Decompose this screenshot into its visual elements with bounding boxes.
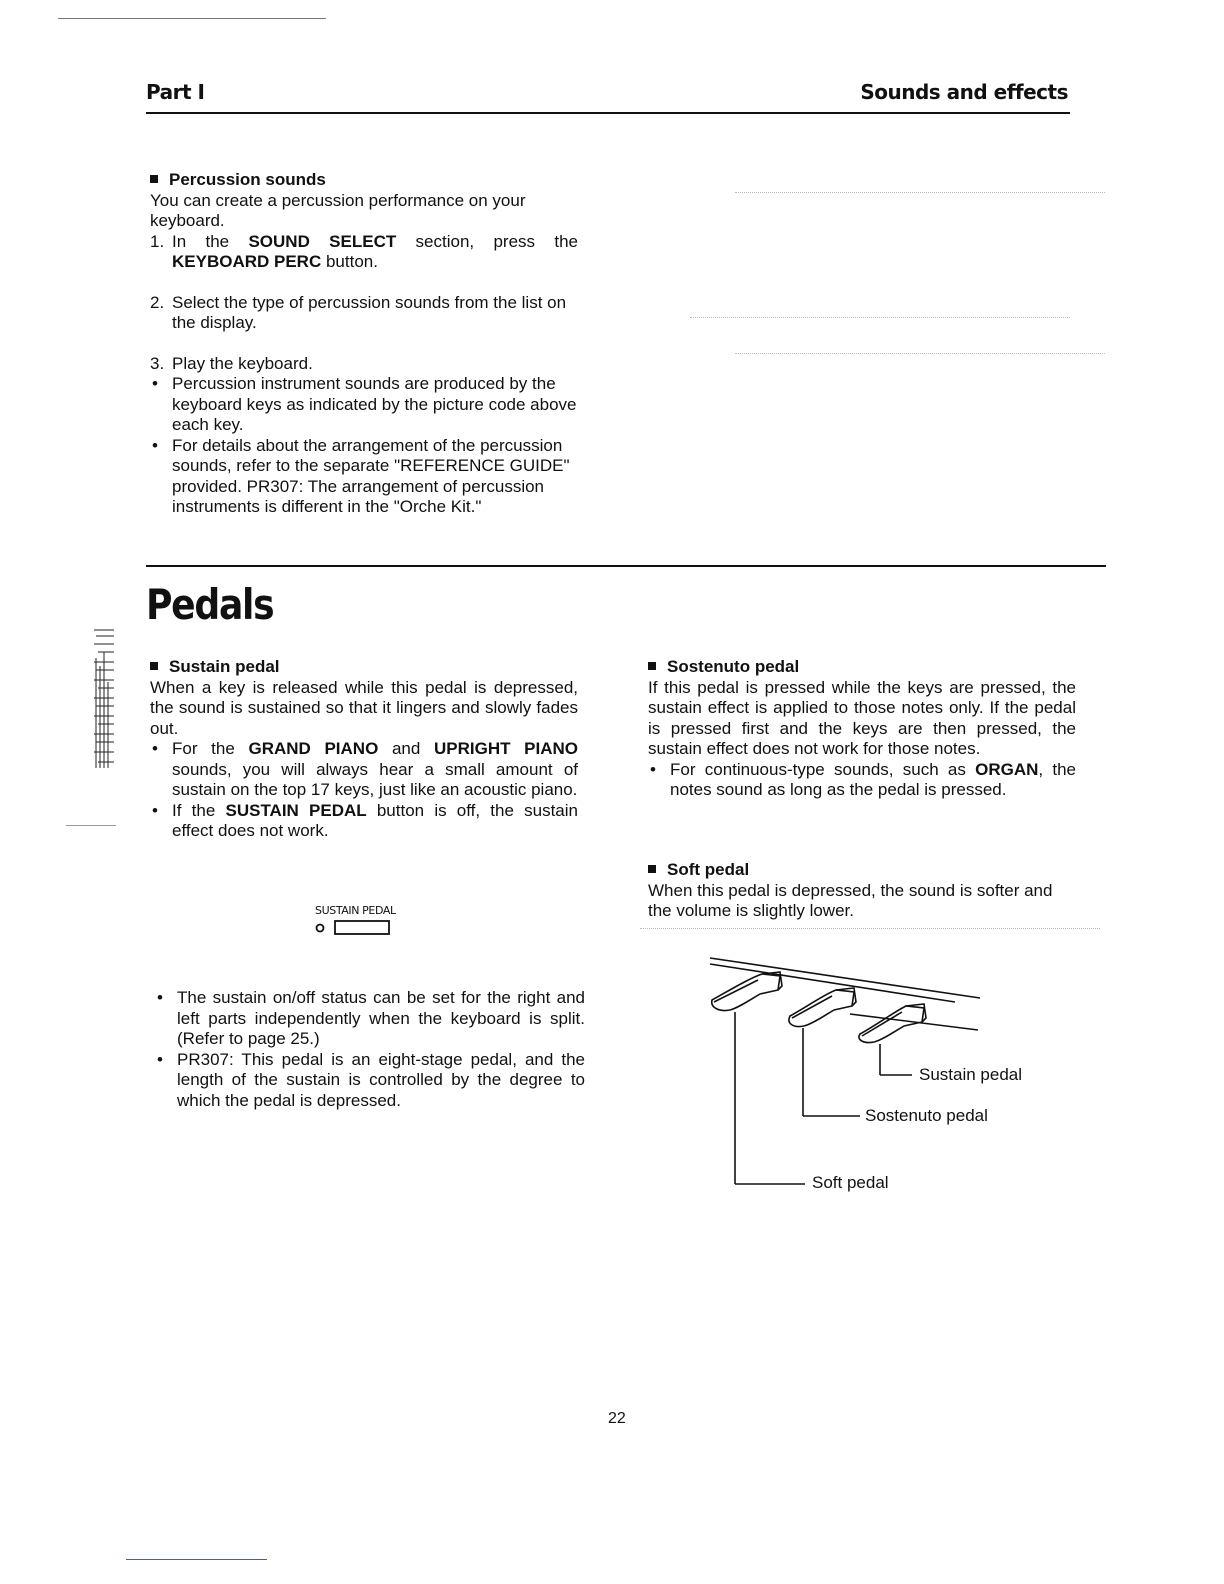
soft-section bbox=[648, 860, 1078, 922]
sustain-note: • PR307: This pedal is an eight-stage pedal, and the length of the sustain is controlled by the degree to which the pedal is depressed. bbox=[155, 1050, 585, 1112]
step-1: 1. In the SOUND SELECT section, press the KEYBOARD PERC button. bbox=[150, 231, 578, 271]
sustain-notes bbox=[155, 988, 585, 1111]
soft-pedal-label: Soft pedal bbox=[812, 1173, 889, 1192]
scan-noise bbox=[690, 317, 1070, 319]
percussion-bullet: • Percussion instrument sounds are produced by the keyboard keys as indicated by the picture code above each key. bbox=[150, 374, 578, 436]
sustain-pedal-shape bbox=[859, 1006, 924, 1043]
sostenuto-title: Sostenuto pedal bbox=[648, 657, 1076, 678]
soft-pedal-shape bbox=[712, 974, 780, 1011]
sustain-pedal-button-illustration bbox=[315, 904, 435, 937]
step-3: 3. Play the keyboard. bbox=[150, 353, 313, 373]
bottom-scan-line bbox=[126, 1559, 267, 1560]
scan-noise bbox=[640, 928, 1100, 930]
sustain-pedal-label: Sustain pedal bbox=[919, 1065, 1023, 1084]
sustain-bullet: • For the GRAND PIANO and UPRIGHT PIANO sounds, you will always hear a small amount of sustain on the top 17 keys, just like an acoustic piano. bbox=[150, 739, 578, 801]
binding-marks bbox=[92, 622, 116, 772]
sostenuto-pedal-shape bbox=[789, 990, 854, 1027]
scan-noise bbox=[735, 192, 1105, 194]
soft-title: Soft pedal bbox=[648, 860, 1078, 881]
section-rule bbox=[146, 565, 1106, 567]
sustain-pedal-button-icon bbox=[315, 919, 395, 937]
header-rule bbox=[146, 112, 1070, 114]
percussion-title: Percussion sounds bbox=[150, 170, 578, 191]
scan-noise bbox=[735, 353, 1105, 355]
top-scan-line bbox=[58, 18, 326, 19]
sustain-pedal-button-label: SUSTAIN PEDAL bbox=[315, 904, 396, 917]
sostenuto-section bbox=[648, 657, 1076, 801]
sustain-intro: When a key is released while this pedal is depressed, the sound is sustained so that it lingers and slowly fades out. bbox=[150, 677, 578, 738]
sostenuto-intro: If this pedal is pressed while the keys are pressed, the sustain effect is applied to those notes only. If the pedal is pressed first and the keys are then pressed, the sustain effect does not work for those notes. bbox=[648, 677, 1076, 758]
header-part: Part I bbox=[146, 80, 205, 104]
percussion-bullet: • For details about the arrangement of the percussion sounds, refer to the separate "REFERENCE GUIDE" provided. PR307: The arrangement of percussion instruments is different in the "Orche Kit." bbox=[150, 436, 578, 518]
margin-tick bbox=[66, 825, 116, 826]
sustain-section bbox=[150, 657, 578, 842]
sostenuto-bullet: • For continuous-type sounds, such as ORGAN, the notes sound as long as the pedal is pressed. bbox=[648, 760, 1076, 801]
step-2: 2. Select the type of percussion sounds from the list on the display. bbox=[150, 292, 567, 332]
percussion-section bbox=[150, 170, 578, 518]
sostenuto-pedal-label: Sostenuto pedal bbox=[865, 1106, 988, 1125]
sustain-bullet: • If the SUSTAIN PEDAL button is off, the sustain effect does not work. bbox=[150, 801, 578, 842]
pedals-heading: Pedals bbox=[146, 580, 274, 629]
sustain-note: • The sustain on/off status can be set for the right and left parts independently when the keyboard is split. (Refer to page 25.) bbox=[155, 988, 585, 1050]
soft-intro: When this pedal is depressed, the sound is softer and the volume is slightly lower. bbox=[648, 880, 1053, 920]
header-section-title: Sounds and effects bbox=[860, 80, 1068, 104]
page-number: 22 bbox=[608, 1410, 626, 1427]
percussion-intro: You can create a percussion performance on your keyboard. bbox=[150, 190, 526, 230]
sustain-title: Sustain pedal bbox=[150, 657, 578, 678]
